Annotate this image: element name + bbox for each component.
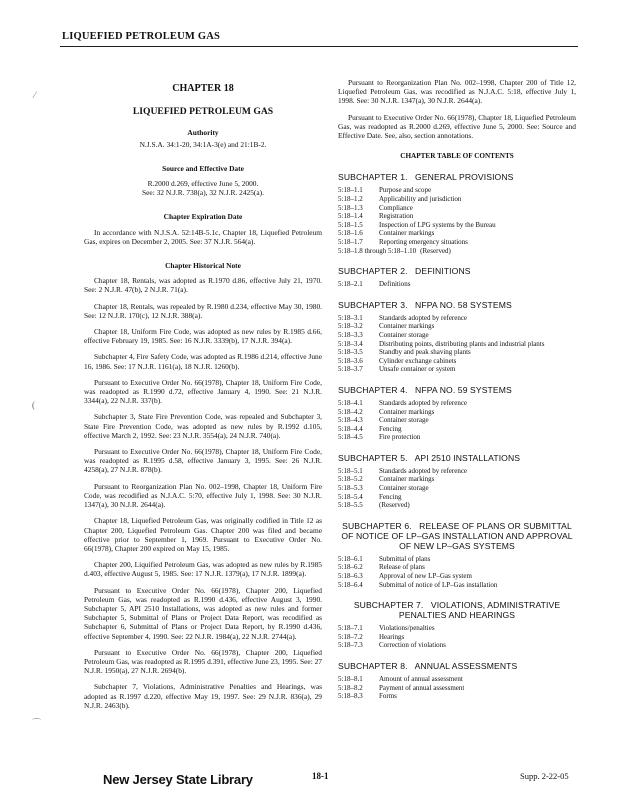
- section-title: Compliance: [379, 203, 413, 212]
- toc-entry: [338, 684, 576, 693]
- subchapter-heading: SUBCHAPTER 2. DEFINITIONS: [338, 266, 471, 277]
- toc-entry: [338, 399, 576, 408]
- section-number: 5:18–8.2: [338, 683, 363, 692]
- section-number: 5:18–6.1: [338, 554, 363, 563]
- section-title: Fencing: [379, 424, 402, 433]
- subchapter-heading: SUBCHAPTER 6. RELEASE OF PLANS OR SUBMITTAL OF NOTICE OF LP–GAS INSTALLATION AND APPROVAL OF NEW LP–GAS SYSTEMS: [341, 520, 576, 551]
- section-number: 5:18–5.1: [338, 466, 363, 475]
- toc-entry: [338, 357, 576, 366]
- history-heading: Chapter Historical Note: [165, 261, 241, 271]
- source-text: R.2000 d.269, effective June 5, 2000.: [147, 179, 259, 189]
- right-history: [338, 78, 576, 140]
- toc-entry: [338, 195, 576, 204]
- toc-entry: [338, 365, 576, 374]
- section-title: Fencing: [379, 492, 402, 501]
- history-paragraph: Chapter 200, Liquified Petroleum Gas, was adopted as new rules by R.1985 d.403, effective August 5, 1985. See: 17 N.J.R. 1379(a), 17 N.J.R. 1899(a).: [84, 560, 322, 579]
- toc-entry: [338, 581, 576, 590]
- subchapter-heading: SUBCHAPTER 4. NFPA NO. 59 SYSTEMS: [338, 384, 512, 395]
- section-number: 5:18–6.4: [338, 580, 363, 589]
- expiration-heading: Chapter Expiration Date: [163, 212, 243, 222]
- section-number: 5:18–1.4: [338, 212, 363, 221]
- section-number: 5:18–5.2: [338, 475, 363, 484]
- section-title: Container markings: [379, 407, 435, 416]
- toc-entry: [338, 186, 576, 195]
- history-paragraph: Chapter 18, Uniform Fire Code, was adopted as new rules by R.1985 d.66, effective February 19, 1985. See: 16 N.J.R. 3339(b), 17 N.J.R. 394(a).: [84, 327, 322, 346]
- supplement-date: Supp. 2-22-05: [520, 771, 569, 781]
- section-number: 5:18–1.8 through 5:18–1.10: [338, 246, 417, 255]
- section-number: 5:18–4.1: [338, 398, 363, 407]
- page-number: 18-1: [312, 771, 329, 781]
- section-title: Registration: [379, 212, 414, 221]
- toc-entry: [338, 633, 576, 642]
- toc-entry: [338, 484, 576, 493]
- toc-heading: CHAPTER TABLE OF CONTENTS: [400, 152, 514, 161]
- section-number: 5:18–5.4: [338, 492, 363, 501]
- section-title: Applicability and jurisdiction: [379, 195, 462, 204]
- section-title: Container storage: [379, 484, 429, 493]
- toc-entry: [338, 433, 576, 442]
- section-title: Approval of new LP–Gas system: [379, 572, 472, 581]
- section-number: 5:18–7.1: [338, 624, 363, 633]
- toc-entry: [338, 416, 576, 425]
- section-number: 5:18–7.3: [338, 641, 363, 650]
- history-paragraph: Pursuant to Executive Order No. 66(1978), Chapter 18, Uniform Fire Code, was readopted as R.1995 d.58, effective January 3, 1995. See: 26 N.J.R. 4258(a), 27 N.J.R. 878(b).: [84, 447, 322, 475]
- history-paragraph: Pursuant to Executive Order No. 66(1978), Chapter 200, Liquefied Petroleum Gas, was readopted as R.1995 d.391, effective June 23, 1995. See: 27 N.J.R. 1950(a), 27 N.J.R. 2694(b).: [84, 647, 322, 676]
- margin-mark: (: [32, 400, 35, 410]
- history-paragraph: Pursuant to Executive Order No. 66(1978), Chapter 200, Liquefied Petroleum Gas, was readopted as R.1990 d.436, effective August 3, 1990. Subchapter 5, API 2510 Installations, was adopted as new rules and former Subchapter 5, Submittal of Plans or Project Data Report, was recodified as Subchapter 6, Submittal of Plans or Project Data Report, by R.1990 d.436, effective September 4, 1990. See: 22 N.J.R. 1984(a), 22 N.J.R. 2744(a).: [84, 585, 322, 641]
- toc-entry: [338, 340, 576, 349]
- section-title: Container markings: [379, 475, 435, 484]
- section-title: Standby and peak shaving plants: [379, 348, 471, 357]
- section-title: Container storage: [379, 416, 429, 425]
- section-number: 5:18–3.3: [338, 330, 363, 339]
- toc-entry: [338, 692, 576, 701]
- section-number: 5:18–3.4: [338, 339, 363, 348]
- section-number: 5:18–5.5: [338, 501, 363, 510]
- section-title: Submittal of notice of LP–Gas installation: [379, 580, 498, 589]
- section-number: 5:18–4.5: [338, 433, 363, 442]
- section-title: Purpose and scope: [379, 186, 432, 195]
- section-number: 5:18–4.2: [338, 407, 363, 416]
- section-number: 5:18–3.2: [338, 322, 363, 331]
- section-number: 5:18–1.3: [338, 203, 363, 212]
- section-title: (Reserved): [420, 246, 451, 255]
- history-list: [84, 276, 322, 710]
- toc-entry: [338, 331, 576, 340]
- margin-mark: ⌒: [32, 718, 42, 728]
- section-title: Fire protection: [379, 433, 421, 442]
- toc-entry: [338, 493, 576, 502]
- section-number: 5:18–3.6: [338, 356, 363, 365]
- toc-entry: [338, 572, 576, 581]
- toc-entry: [338, 641, 576, 650]
- source-text: See: 32 N.J.R. 738(a), 32 N.J.R. 2425(a).: [142, 188, 264, 198]
- history-paragraph: Pursuant to Reorganization Plan No. 002–1998, Chapter 18, Uniform Fire Code, was recodified as N.J.A.C. 5:70, effective July 1, 1998. See: 30 N.J.R. 1347(a), 30 N.J.R. 2644(a).: [84, 481, 322, 510]
- section-title: Violations/penalties: [379, 624, 435, 633]
- history-paragraph: Chapter 18, Liquefied Petroleum Gas, was originally codified in Title 12 as Chapter 200, Liquefied Petroleum Gas. Chapter 200 was filed and became effective prior to September 1, 1969. Pursuant to Executive Order No. 66(1978), Chapter 200 expired on May 15, 1985.: [84, 516, 322, 553]
- section-title: Forms: [379, 692, 397, 701]
- toc-entry: [338, 280, 576, 289]
- toc-entry: [338, 204, 576, 213]
- section-title: Definitions: [379, 280, 411, 289]
- history-paragraph: Pursuant to Executive Order No. 66(1978), Chapter 18, Uniform Fire Code, was readopted as R.1990 d.72, effective January 4, 1990. See: 21 N.J.R. 3344(a), 22 N.J.R. 337(b).: [84, 377, 322, 406]
- chapter-number: CHAPTER 18: [172, 83, 234, 94]
- toc-entry: [338, 238, 576, 247]
- section-title: Cylinder exchange cabinets: [379, 356, 457, 365]
- section-title: Unsafe container or system: [379, 365, 456, 374]
- section-title: Reporting emergency situations: [379, 237, 468, 246]
- history-paragraph: Chapter 18, Rentals, was adopted as R.1970 d.86, effective July 21, 1970. See: 2 N.J.R. 47(b), 2 N.J.R. 71(a).: [84, 276, 322, 295]
- section-number: 5:18–1.6: [338, 229, 363, 238]
- toc-entry: [338, 675, 576, 684]
- section-number: 5:18–6.3: [338, 572, 363, 581]
- section-title: Standards adopted by reference: [379, 313, 468, 322]
- history-paragraph: Pursuant to Executive Order No. 66(1978), Chapter 18, Liquefied Petroleum Gas, was readopted as R.2000 d.269, effective June 5, 2000. See: Source and Effective Date. See, also, section annotations.: [338, 112, 576, 141]
- subchapter-heading: SUBCHAPTER 5. API 2510 INSTALLATIONS: [338, 452, 521, 463]
- toc-entry: [338, 555, 576, 564]
- toc-entry: [338, 229, 576, 238]
- toc-entry: [338, 322, 576, 331]
- toc-entry: [338, 624, 576, 633]
- source-heading: Source and Effective Date: [162, 163, 244, 173]
- table-of-contents: [338, 172, 576, 700]
- section-title: Container markings: [379, 229, 435, 238]
- section-number: 5:18–3.7: [338, 365, 363, 374]
- section-number: 5:18–7.2: [338, 632, 363, 641]
- header-rule: [60, 46, 578, 47]
- section-title: Standards adopted by reference: [379, 398, 468, 407]
- toc-entry: [338, 314, 576, 323]
- section-title: Release of plans: [379, 563, 425, 572]
- section-title: Correction of violations: [379, 641, 446, 650]
- toc-entry: [338, 221, 576, 230]
- section-number: 5:18–8.1: [338, 675, 363, 684]
- history-paragraph: Subchapter 3, State Fire Prevention Code, was repealed and Subchapter 3, State Fire Prevention Code, was adopted as new rules by R.1992 d.105, effective March 2, 1992. See: 23 N.J.R. 3554(a), 24 N.J.R. 740(a).: [84, 412, 322, 440]
- toc-entry: [338, 348, 576, 357]
- section-title: Container storage: [379, 330, 429, 339]
- library-stamp: New Jersey State Library: [103, 772, 253, 787]
- section-number: 5:18–4.3: [338, 416, 363, 425]
- toc-entry: [338, 247, 576, 256]
- section-number: 5:18–8.3: [338, 692, 363, 701]
- section-number: 5:18–1.1: [338, 186, 363, 195]
- section-number: 5:18–1.5: [338, 220, 363, 229]
- authority-heading: Authority: [187, 128, 219, 138]
- chapter-title: LIQUEFIED PETROLEUM GAS: [132, 106, 274, 118]
- toc-entry: [338, 212, 576, 221]
- left-column: [84, 78, 322, 717]
- section-number: 5:18–3.1: [338, 313, 363, 322]
- section-title: Amount of annual assessment: [379, 675, 463, 684]
- toc-entry: [338, 467, 576, 476]
- history-paragraph: Subchapter 4, Fire Safety Code, was adopted as R.1986 d.214, effective June 16, 1986. See: 17 N.J.R. 1161(a), 18 N.J.R. 1260(b).: [84, 352, 322, 371]
- section-title: Submittal of plans: [379, 554, 431, 563]
- section-title: Standards adopted by reference: [379, 466, 468, 475]
- subchapter-heading: SUBCHAPTER 1. GENERAL PROVISIONS: [338, 172, 514, 183]
- section-title: Inspection of LPG systems by the Bureau: [379, 220, 496, 229]
- history-paragraph: Chapter 18, Rentals, was repealed by R.1980 d.234, effective May 30, 1980. See: 12 N.J.R. 170(c), 12 N.J.R. 388(a).: [84, 301, 322, 320]
- section-title: Distributing points, distributing plants and industrial plants: [379, 339, 545, 348]
- toc-entry: [338, 425, 576, 434]
- section-number: 5:18–2.1: [338, 280, 363, 289]
- section-title: (Reserved): [379, 501, 410, 510]
- section-number: 5:18–1.7: [338, 237, 363, 246]
- history-paragraph: Subchapter 7, Violations, Administrative Penalties and Hearings, was adopted as R.1997 d.220, effective May 19, 1997. See: 29 N.J.R. 836(a), 29 N.J.R. 2463(b).: [84, 682, 322, 710]
- section-title: Payment of annual assessment: [379, 683, 465, 692]
- margin-mark: ⁄: [34, 90, 36, 100]
- section-number: 5:18–6.2: [338, 563, 363, 572]
- section-number: 5:18–4.4: [338, 424, 363, 433]
- subchapter-heading: SUBCHAPTER 8. ANNUAL ASSESSMENTS: [338, 661, 518, 672]
- authority-text: N.J.S.A. 34:1-20, 34:1A-3(e) and 21:1B-2.: [139, 139, 267, 149]
- section-title: Container markings: [379, 322, 435, 331]
- history-paragraph: Pursuant to Reorganization Plan No. 002–1998, Chapter 200 of Title 12, Liquefied Petroleum Gas, was recodified as N.J.A.C. 5:18, effective July 1, 1998. See: 30 N.J.R. 1347(a), 30 N.J.R. 2644(a).: [338, 78, 576, 106]
- toc-entry: [338, 475, 576, 484]
- section-title: Hearings: [379, 632, 405, 641]
- subchapter-heading: SUBCHAPTER 7. VIOLATIONS, ADMINISTRATIVE PENALTIES AND HEARINGS: [353, 600, 563, 621]
- toc-entry: [338, 501, 576, 510]
- expiration-text: In accordance with N.J.S.A. 52:14B-5.1c, Chapter 18, Liquefied Petroleum Gas, expires on December 2, 2005. See: 37 N.J.R. 564(a).: [84, 227, 322, 246]
- section-number: 5:18–5.3: [338, 484, 363, 493]
- toc-entry: [338, 563, 576, 572]
- section-number: 5:18–1.2: [338, 195, 363, 204]
- subchapter-heading: SUBCHAPTER 3. NFPA NO. 58 SYSTEMS: [338, 299, 512, 310]
- right-column: [338, 78, 576, 701]
- section-number: 5:18–3.5: [338, 348, 363, 357]
- running-head: LIQUEFIED PETROLEUM GAS: [62, 31, 221, 42]
- toc-entry: [338, 408, 576, 417]
